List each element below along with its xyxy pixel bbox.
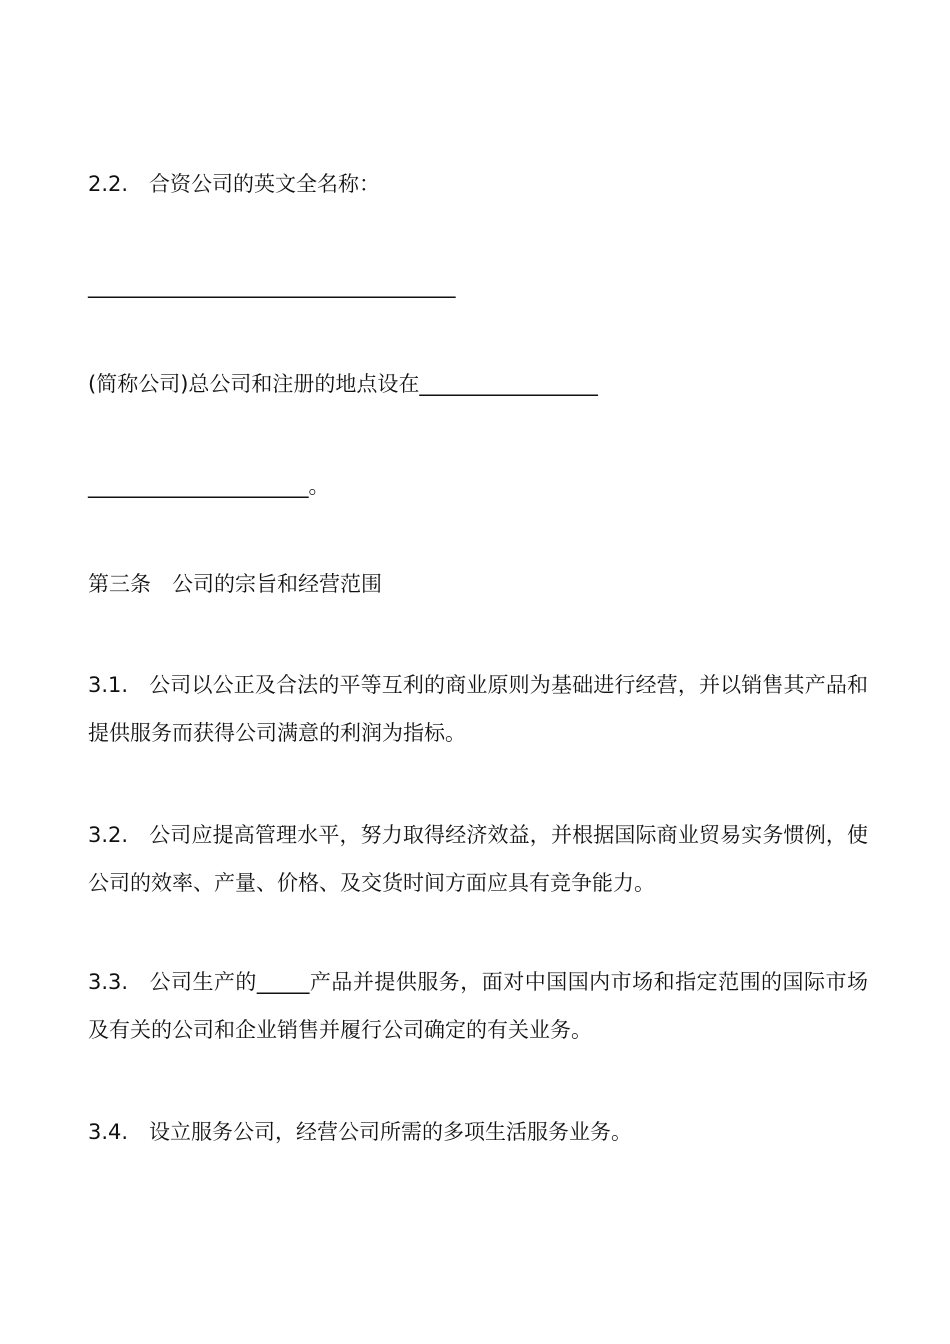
address-clause: (简称公司)总公司和注册的地点设在_________________ (88, 372, 598, 396)
english-name-blank: ___________________________________ (88, 274, 456, 298)
clause-text: 公司应提高管理水平，努力取得经济效益，并根据国际商业贸易实务惯例，使公司的效率、产量、价格、及交货时间方面应具有竞争能力。 (88, 823, 868, 895)
clause-3-4 (88, 1108, 868, 1156)
clause-number: 3.2. (88, 823, 129, 847)
clause-2-2 (88, 160, 868, 208)
clause-3-3 (88, 958, 868, 1054)
clause-text: 合资公司的英文全名称： (149, 172, 380, 196)
clause-3-1 (88, 661, 868, 757)
clause-number: 2.2. (88, 172, 129, 196)
clause-text: 公司生产的_____产品并提供服务，面对中国国内市场和指定范围的国际市场及有关的公司和企业销售并履行公司确定的有关业务。 (88, 970, 868, 1042)
clause-number: 3.4. (88, 1120, 129, 1144)
clause-number: 3.3. (88, 970, 129, 994)
clause-text: 公司以公正及合法的平等互利的商业原则为基础进行经营，并以销售其产品和提供服务而获得公司满意的利润为指标。 (88, 673, 868, 745)
clause-text: 设立服务公司，经营公司所需的多项生活服务业务。 (149, 1120, 632, 1144)
address-blank-line: _____________________。 (88, 474, 330, 498)
clause-3-2 (88, 811, 868, 907)
article-3-heading: 第三条 公司的宗旨和经营范围 (88, 572, 382, 596)
clause-number: 3.1. (88, 673, 129, 697)
